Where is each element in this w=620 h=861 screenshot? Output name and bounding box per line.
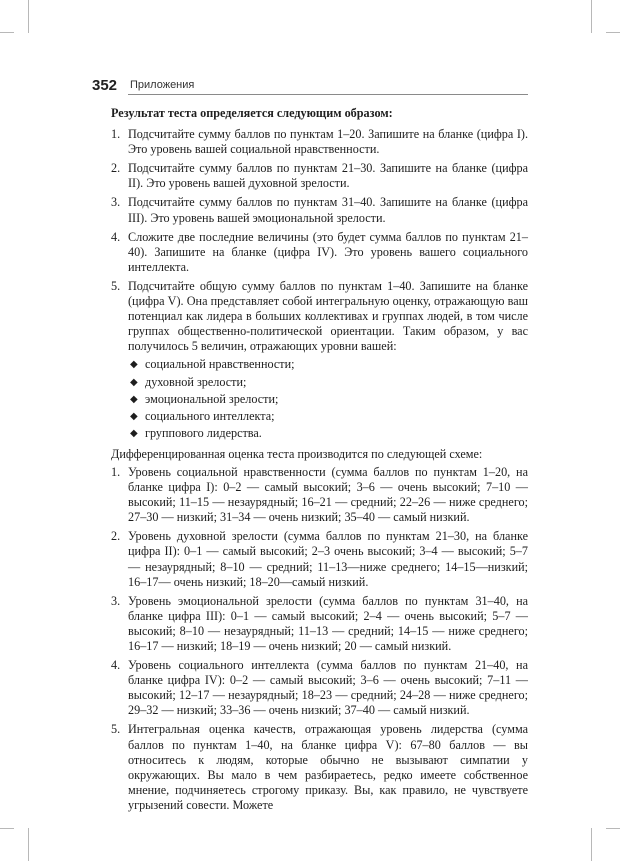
crop-mark bbox=[0, 828, 14, 829]
item-number: 1. bbox=[111, 127, 121, 142]
header-rule bbox=[128, 94, 528, 95]
bullet-item bbox=[128, 375, 528, 390]
page-number: 352 bbox=[92, 77, 118, 94]
bullet-item bbox=[128, 409, 528, 424]
crop-mark bbox=[0, 32, 14, 33]
list-item bbox=[111, 279, 528, 441]
bullet-text: социальной нравственности; bbox=[145, 357, 295, 372]
bullet-text: эмоциональной зрелости; bbox=[145, 391, 279, 406]
steps-list bbox=[111, 127, 528, 441]
crop-mark bbox=[28, 828, 29, 861]
list-item bbox=[111, 230, 528, 275]
scale-intro: Дифференцированная оценка теста производится по следующей схеме: bbox=[111, 446, 483, 461]
list-item bbox=[111, 195, 528, 225]
item-number: 2. bbox=[111, 161, 121, 176]
crop-mark bbox=[606, 828, 620, 829]
diamond-bullet-icon: ◆ bbox=[130, 359, 138, 371]
running-head: Приложения bbox=[130, 79, 195, 91]
list-item bbox=[111, 658, 528, 718]
list-item bbox=[111, 161, 528, 191]
item-text: Подсчитайте сумму баллов по пунктам 31–40. Запишите на бланке (цифра III). Это уровень вашей эмоциональной зрелости. bbox=[128, 195, 528, 225]
bullet-item bbox=[128, 392, 528, 407]
item-text: Сложите две последние величины (это будет сумма баллов по пунктам 21–40). Запишите на бланке (цифра IV). Это уровень вашего социального интеллекта. bbox=[128, 229, 528, 274]
bullet-item bbox=[128, 426, 528, 441]
list-item bbox=[111, 529, 528, 589]
diamond-bullet-icon: ◆ bbox=[130, 376, 138, 388]
item-number: 5. bbox=[111, 722, 121, 737]
item-text: Уровень социальной нравственности (сумма баллов по пунктам 1–20, на бланке цифра I): 0–2 — самый высокий; 3–6 — очень высокий; 7–10 — высокий; 11–15 — незаурядный; 16–21 — средний; 22–26 — ниже среднего; 27–30 — низкий; 31–34 — очень низкий; 35–40 — самый низкий. bbox=[128, 464, 528, 525]
section-heading: Результат теста определяется следующим образом: bbox=[111, 106, 393, 120]
item-number: 3. bbox=[111, 195, 121, 210]
diamond-bullet-icon: ◆ bbox=[130, 410, 138, 422]
item-text: Уровень социального интеллекта (сумма баллов по пунктам 21–40, на бланке цифра IV): 0–2 — самый высокий; 3–6 — очень высокий; 7–11 — высокий; 12–17 — незаурядный; 18–23 — средний; 24–28 — ниже среднего; 29–32 — низкий; 33–36 — очень низкий; 37–40 — самый низкий. bbox=[128, 658, 528, 718]
page-body bbox=[111, 106, 528, 817]
diamond-bullet-icon: ◆ bbox=[130, 393, 138, 405]
list-item bbox=[111, 127, 528, 157]
item-number: 1. bbox=[111, 464, 121, 479]
bullet-list bbox=[128, 357, 528, 440]
bullet-item bbox=[128, 357, 528, 372]
item-number: 3. bbox=[111, 593, 121, 608]
bullet-text: духовной зрелости; bbox=[145, 374, 247, 389]
item-text: Уровень эмоциональной зрелости (сумма баллов по пунктам 31–40, на бланке цифра III): 0–1 — самый высокий; 2–4 — очень высокий; 5–7 — высокий; 8–10 — незаурядный; 11–13 — средний; 14–15 — ниже среднего; 16–17 — низкий; 18–19 — очень низкий; 20 — самый низкий. bbox=[128, 593, 528, 653]
item-text: Подсчитайте сумму баллов по пунктам 21–30. Запишите на бланке (цифра II). Это уровень вашей духовной зрелости. bbox=[128, 161, 528, 191]
bullet-text: группового лидерства. bbox=[145, 425, 262, 440]
crop-mark bbox=[591, 0, 592, 33]
item-text: Подсчитайте общую сумму баллов по пунктам 1–40. Запишите на бланке (цифра V). Она представляет собой интегральную оценку, отражающую ваш потенциал как лидера в больших коллективах и группах людей, в том числе группах общественно-политической ориентации. Таким образом, у вас получилось 5 величин, отражающих уровни вашей: bbox=[128, 278, 528, 354]
item-number: 2. bbox=[111, 529, 121, 544]
item-number: 5. bbox=[111, 278, 121, 293]
list-item bbox=[111, 465, 528, 525]
bullet-text: социального интеллекта; bbox=[145, 408, 275, 423]
item-text: Интегральная оценка качеств, отражающая уровень лидерства (сумма баллов по пунктам 1–40, на бланке цифра V): 67–80 баллов — вы относитесь к людям, которые обычно не вызывают симпатии у окружающих. Вы мало в чем разбираетесь, редко имеете собственное мнение, подчиняетесь строгому приказу. Вы, как правило, не чувствуете угрызений совести. Можете bbox=[128, 722, 528, 812]
list-item bbox=[111, 722, 528, 813]
item-number: 4. bbox=[111, 229, 121, 244]
item-text: Подсчитайте сумму баллов по пунктам 1–20. Запишите на бланке (цифра I). Это уровень вашей социальной нравственности. bbox=[128, 127, 528, 157]
scale-list bbox=[111, 465, 528, 813]
crop-mark bbox=[591, 828, 592, 861]
page-header bbox=[92, 77, 528, 97]
crop-mark bbox=[28, 0, 29, 33]
list-item bbox=[111, 594, 528, 654]
crop-mark bbox=[606, 32, 620, 33]
diamond-bullet-icon: ◆ bbox=[130, 427, 138, 439]
item-text: Уровень духовной зрелости (сумма баллов по пунктам 21–30, на бланке цифра II): 0–1 — самый высокий; 2–3 очень высокий; 3–4 — высокий; 5–7 — незаурядный; 8–10 — средний; 11–13—ниже среднего; 14–15—низкий; 16–17— очень низкий; 18–20—самый низкий. bbox=[128, 529, 528, 589]
item-number: 4. bbox=[111, 658, 121, 673]
